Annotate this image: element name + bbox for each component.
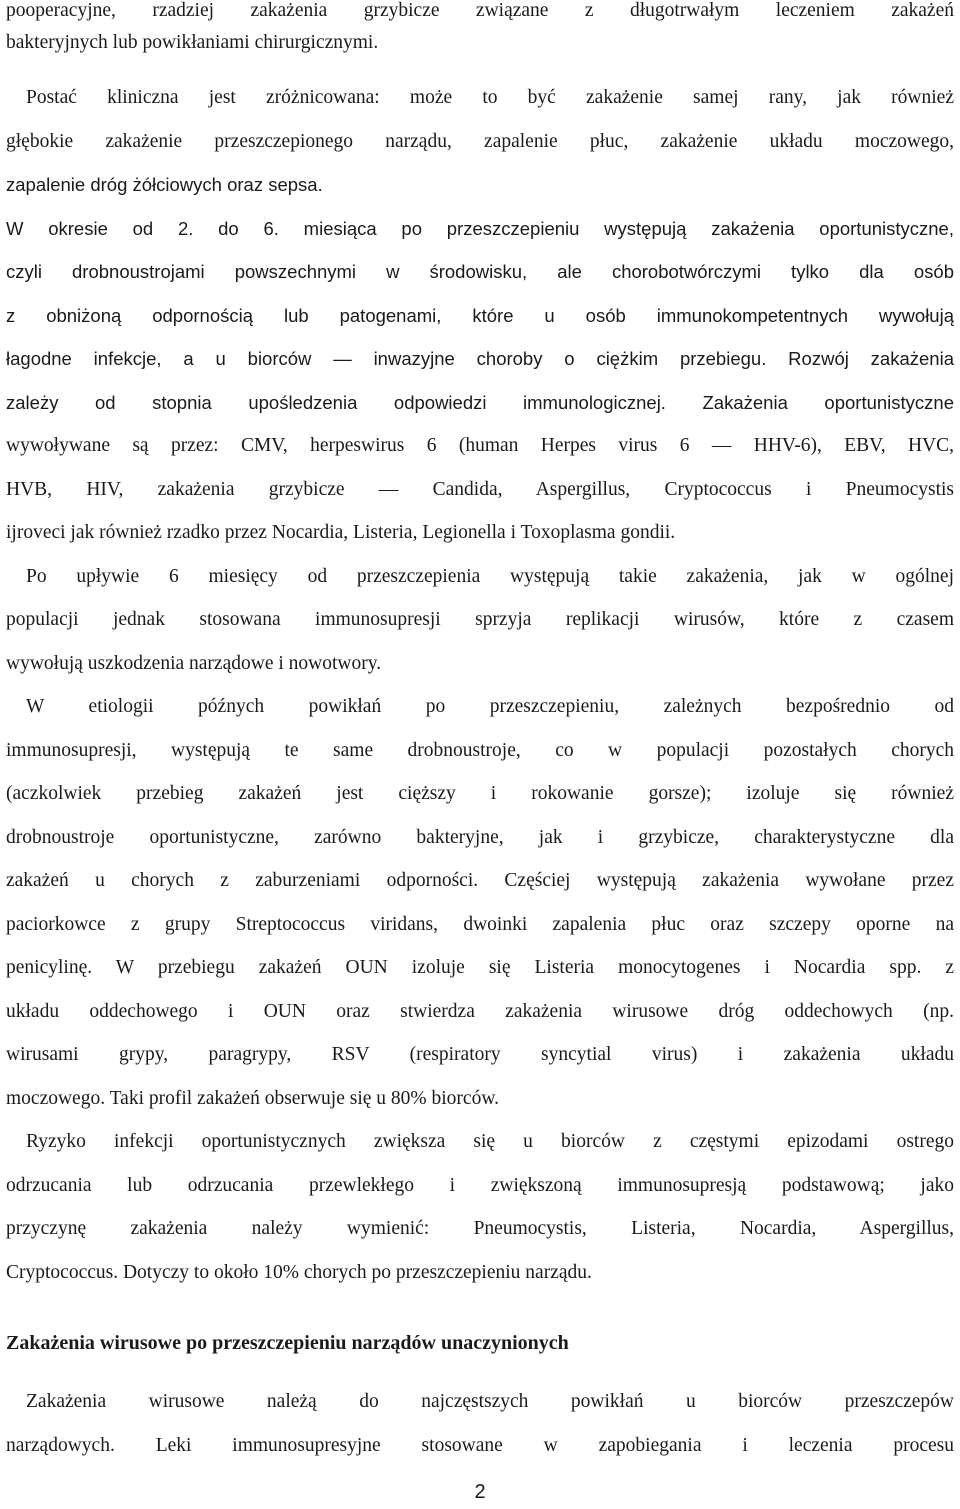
text-line: HVB, HIV, zakażenia grzybicze — Candida, Aspergillus, Cryptococcus i Pneumocystis <box>6 479 954 500</box>
text-line: Po upływie 6 miesięcy od przeszczepienia występują takie zakażenia, jak w ogólnej <box>26 566 954 587</box>
text-line: Zakażenia wirusowe należą do najczęstszych powikłań u biorców przeszczepów <box>26 1391 954 1412</box>
text-line: przyczynę zakażenia należy wymienić: Pneumocystis, Listeria, Nocardia, Aspergillus, <box>6 1218 954 1239</box>
text-line: Ryzyko infekcji oportunistycznych zwiększa się u biorców z częstymi epizodami ostrego <box>26 1131 954 1152</box>
text-line: zakażeń u chorych z zaburzeniami odporności. Częściej występują zakażenia wywołane przez <box>6 870 954 891</box>
text-line: populacji jednak stosowana immunosupresji sprzyja replikacji wirusów, które z czasem <box>6 609 954 630</box>
text-line: penicylinę. W przebiegu zakażeń OUN izoluje się Listeria monocytogenes i Nocardia spp. z <box>6 957 954 978</box>
text-line: zależy od stopnia upośledzenia odpowiedzi immunologicznej. Zakażenia oportunistyczne <box>6 392 954 413</box>
text-line: Postać kliniczna jest zróżnicowana: może to być zakażenie samej rany, jak również <box>26 87 954 108</box>
text-line: immunosupresji, występują te same drobnoustroje, co w populacji pozostałych chorych <box>6 740 954 761</box>
text-line: paciorkowce z grupy Streptococcus viridans, dwoinki zapalenia płuc oraz szczepy oporne na <box>6 914 954 935</box>
section-heading: Zakażenia wirusowe po przeszczepieniu narządów unaczynionych <box>6 1332 569 1354</box>
text-line: wirusami grypy, paragrypy, RSV (respiratory syncytial virus) i zakażenia układu <box>6 1044 954 1065</box>
text-line: pooperacyjne, rzadziej zakażenia grzybicze związane z długotrwałym leczeniem zakażeń <box>6 0 954 21</box>
text-line: W etiologii późnych powikłań po przeszczepieniu, zależnych bezpośrednio od <box>26 696 954 717</box>
text-line: (aczkolwiek przebieg zakażeń jest cięższy i rokowanie gorsze); izoluje się również <box>6 783 954 804</box>
text-line: głębokie zakażenie przeszczepionego narządu, zapalenie płuc, zakażenie układu moczowego, <box>6 131 954 152</box>
text-line: W okresie od 2. do 6. miesiąca po przeszczepieniu występują zakażenia oportunistyczne, <box>6 218 954 239</box>
text-line: z obniżoną odpornością lub patogenami, które u osób immunokompetentnych wywołują <box>6 305 954 326</box>
text-line: łagodne infekcje, a u biorców — inwazyjne choroby o ciężkim przebiegu. Rozwój zakażenia <box>6 348 954 369</box>
text-line: ijroveci jak również rzadko przez Nocardia, Listeria, Legionella i Toxoplasma gondii. <box>6 522 676 543</box>
text-line: drobnoustroje oportunistyczne, zarówno bakteryjne, jak i grzybicze, charakterystyczne dla <box>6 827 954 848</box>
page-number: 2 <box>474 1481 486 1503</box>
text-line: Cryptococcus. Dotyczy to około 10% chorych po przeszczepieniu narządu. <box>6 1262 592 1283</box>
text-line: czyli drobnoustrojami powszechnymi w środowisku, ale chorobotwórczymi tylko dla osób <box>6 261 954 282</box>
text-line: moczowego. Taki profil zakażeń obserwuje się u 80% biorców. <box>6 1088 500 1109</box>
text-line: bakteryjnych lub powikłaniami chirurgicznymi. <box>6 32 379 53</box>
text-line: narządowych. Leki immunosupresyjne stosowane w zapobiegania i leczenia procesu <box>6 1435 954 1456</box>
text-line: układu oddechowego i OUN oraz stwierdza zakażenia wirusowe dróg oddechowych (np. <box>6 1001 954 1022</box>
text-line: odrzucania lub odrzucania przewlekłego i zwiększoną immunosupresją podstawową; jako <box>6 1175 954 1196</box>
text-line: zapalenie dróg żółciowych oraz sepsa. <box>6 174 323 195</box>
text-line: wywoływane są przez: CMV, herpeswirus 6 (human Herpes virus 6 — HHV-6), EBV, HVC, <box>6 435 954 456</box>
text-line: wywołują uszkodzenia narządowe i nowotwory. <box>6 653 382 674</box>
